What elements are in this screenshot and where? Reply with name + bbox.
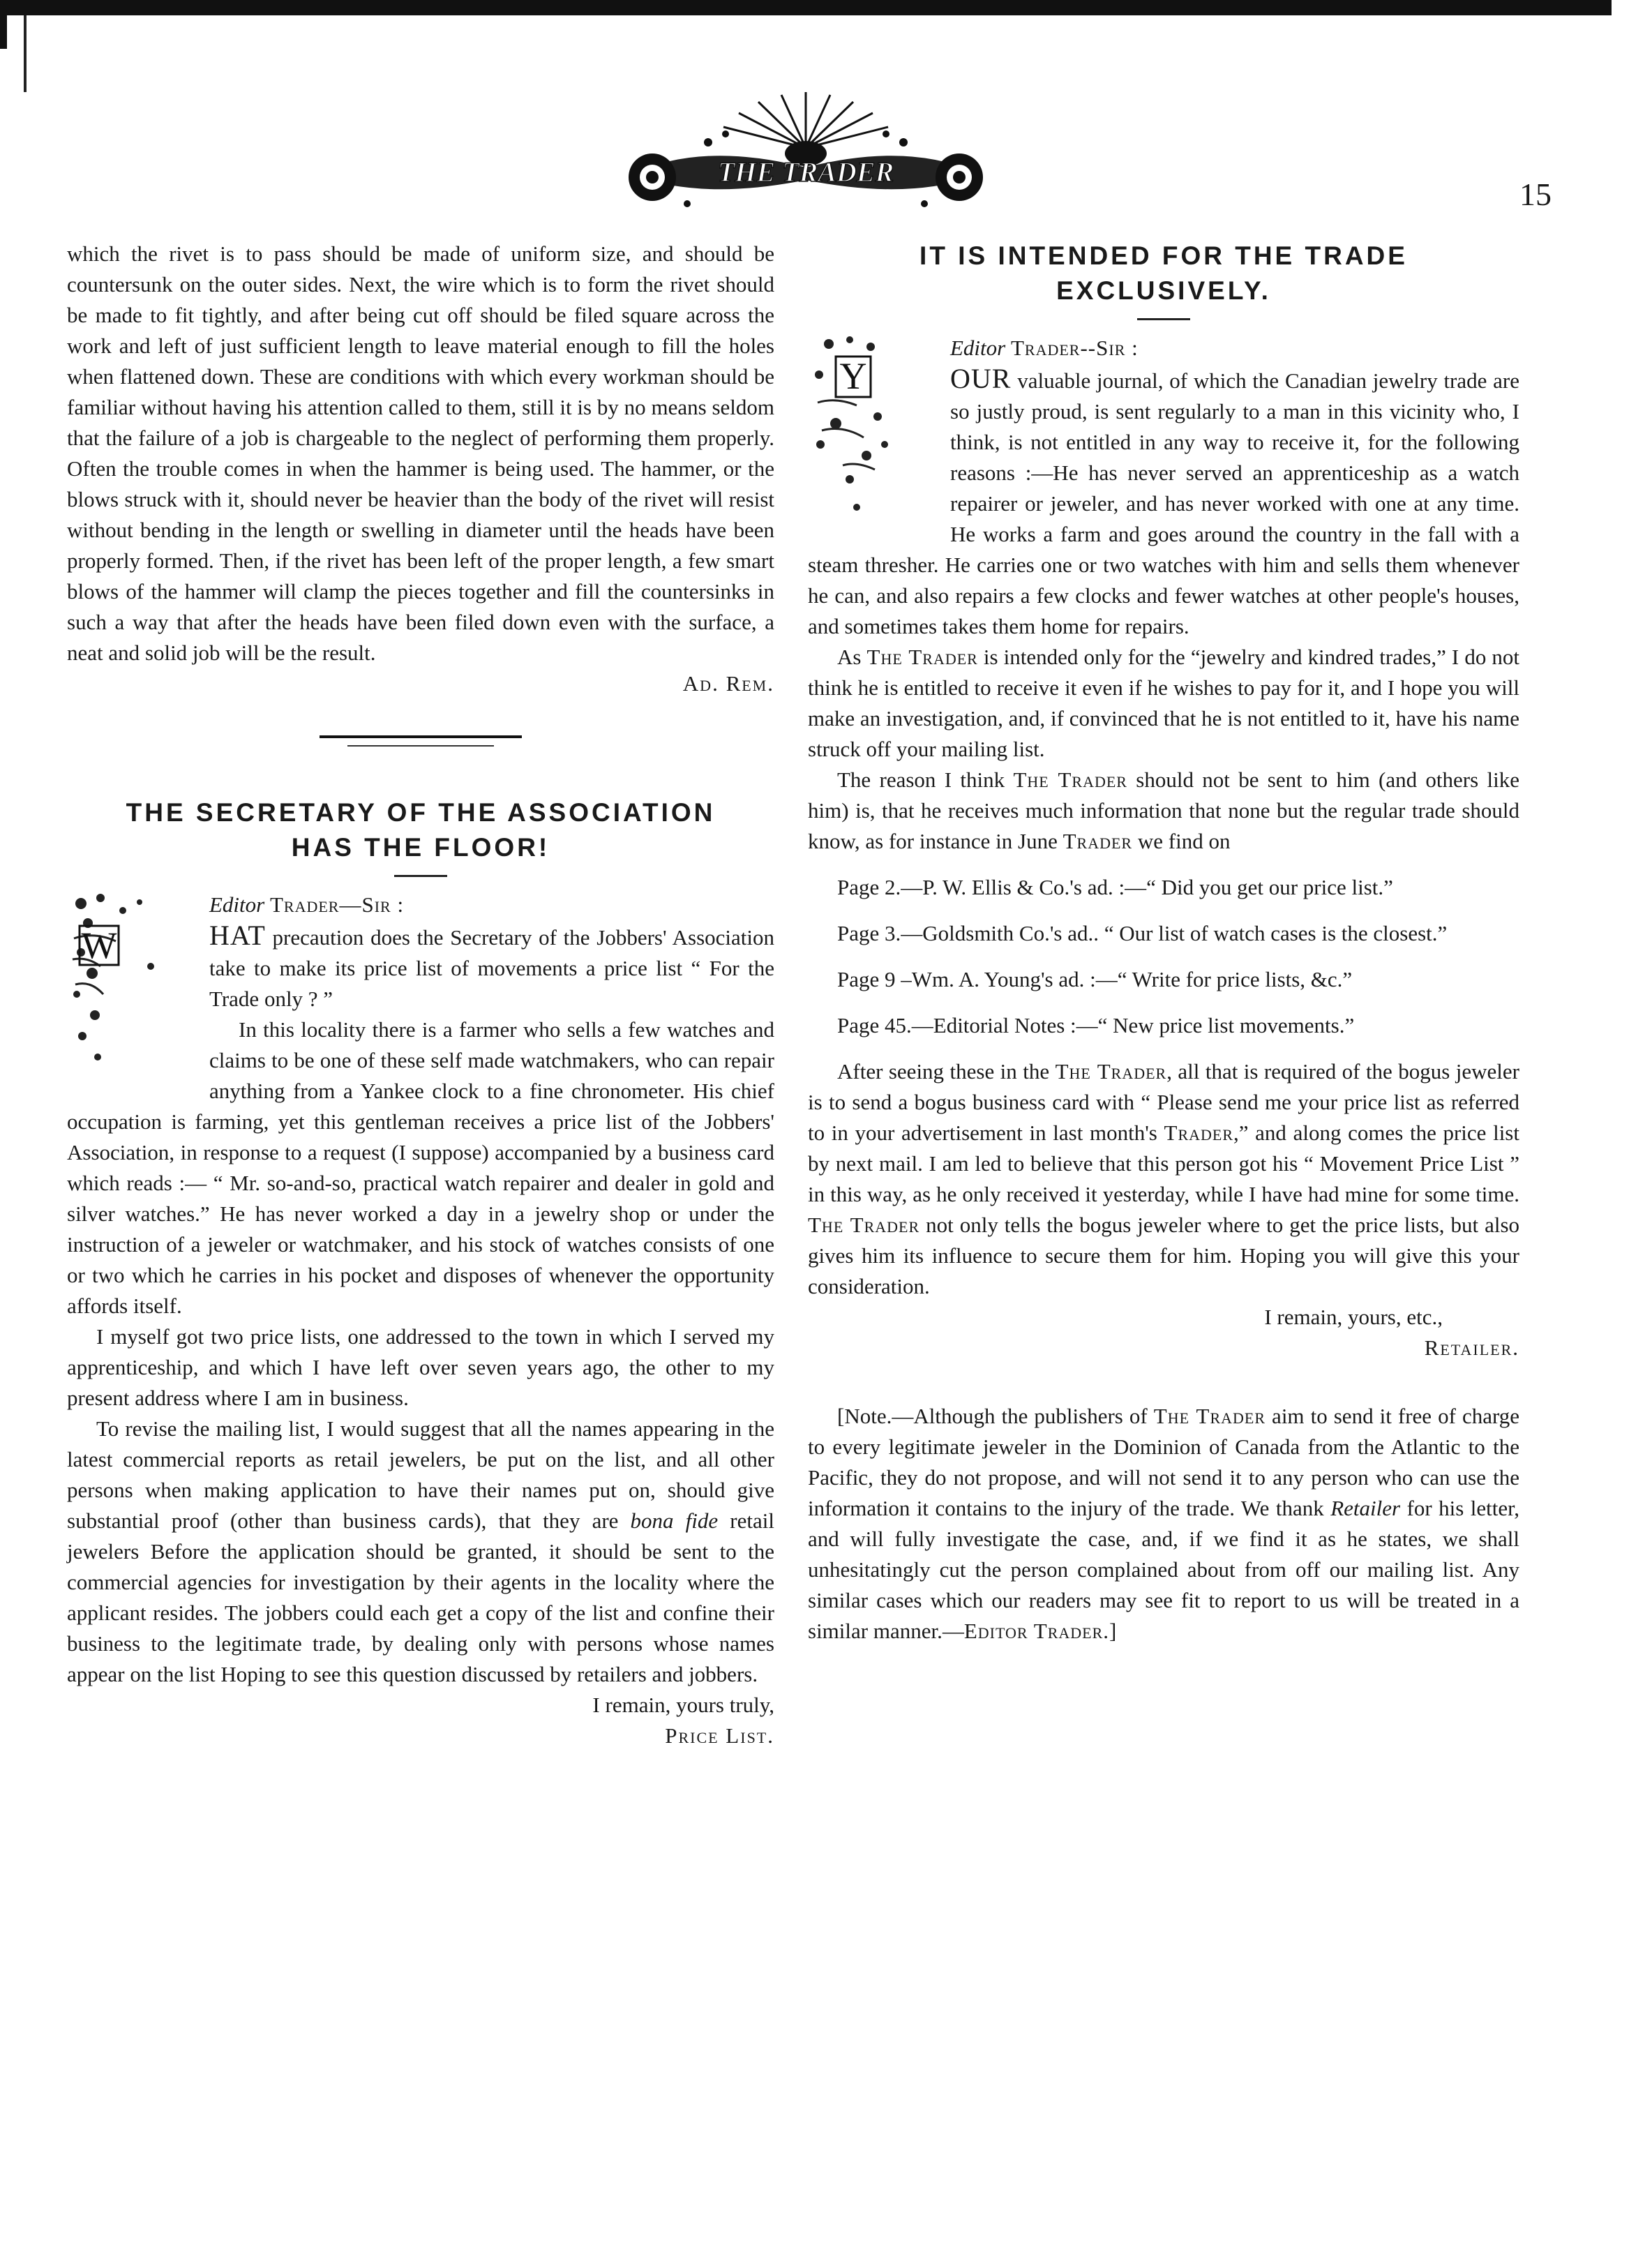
ornamental-dropcap xyxy=(67,890,200,1078)
note-retailer: Retailer xyxy=(1330,1496,1401,1520)
quote-page-3: Page 3.—Goldsmith Co.'s ad.. “ Our list of watch cases is the closest.” xyxy=(837,921,1448,945)
paragraph-4-a: After seeing these in the xyxy=(837,1059,1056,1084)
heading-line-1: THE SECRETARY OF THE ASSOCIATION xyxy=(126,798,716,827)
closing-salutation: I remain, yours truly, xyxy=(592,1693,774,1717)
editor-trader: Trader xyxy=(269,892,340,917)
heading-line-1: IT IS INTENDED FOR THE TRADE xyxy=(919,241,1408,270)
paragraph-4-trader: The Trader xyxy=(1055,1059,1167,1084)
paragraph-2-b: is intended only for the “jewelry and kindred trades,” I do not think he is entitled to receive it even if he wishes to pay for it, and I hope you will make an investigation, and, if convinced that he is not entitled to it, have his name struck off your mailing list. xyxy=(808,645,1520,761)
paragraph-4-trader-2: Trader xyxy=(1164,1121,1234,1145)
paragraph-4-b: retail jewelers Before the application should be granted, it should be sent to the commercial agencies for investigation by their agents in the locality where the applicant resides. The jobbers could each get a copy of the list and confine their business to the legitimate trade, by dealing only with persons whose names appear on the list Hoping to see this question discussed by retailers and jobbers. xyxy=(67,1508,774,1686)
paragraph-4-b: , all that is required of the bogus jeweler is to send a bogus business card with “ Please send me your price list as referred to in your advertisement in last month's xyxy=(808,1059,1520,1145)
left-column xyxy=(67,239,774,1751)
paragraph-4 xyxy=(808,1056,1519,1302)
editor-trader: Trader xyxy=(1010,336,1081,360)
heading-line-2: EXCLUSIVELY. xyxy=(1056,276,1271,305)
note-editor: Editor Trader. xyxy=(963,1619,1110,1643)
section-divider xyxy=(320,735,522,747)
note-b: aim to send it free of charge to every legitimate jeweler in the Dominion of Canada from the Atlantic to the Pacific, they do not propose, and will not send it to any person who can use the information it contains to the injury of the trade. We thank xyxy=(808,1404,1520,1520)
paragraph-4-a: To revise the mailing list, I would suggest that all the names appearing in the latest commercial reports as retail jewelers, be put on the list, and all other persons when making application to have their names put on, should give substantial proof (other than business cards), that they are xyxy=(67,1416,774,1533)
paragraph-1-text: valuable journal, of which the Canadian jewelry trade are so justly proud, is sent regularly to a man in this vicinity who, I think, is not entitled in any way to receive it, for the following reasons :—He has never served an apprenticeship as a watch repairer or jeweler, and has never worked with one at any time. He works a farm and goes around the country in the fall with a steam thresher. He carries one or two watches with him and sells them whenever he can, and also repairs a few clocks and fewer watches at other people's houses, and sometimes takes them home for repairs. xyxy=(808,368,1519,638)
paragraph-4-d: not only tells the bogus jeweler where to get the price lists, but also gives him its influence to secure them for him. Hoping you will give this your consideration. xyxy=(808,1213,1520,1298)
paragraph-4 xyxy=(67,1414,774,1690)
paragraph-4-c: ,” and along comes the price list by next mail. I am led to believe that this person got his “ Movement Price List ” in this way, as he only received it yesterday, while I have had mine for some time. xyxy=(808,1121,1519,1206)
paragraph-2: In this locality there is a farmer who sells a few watches and claims to be one of these self made watchmakers, who can repair anything from a Yankee clock to a fine chronometer. His chief occupation is farming, yet this gentleman receives a price list of the Jobbers' Association, in response to a request (I suppose) accompanied by a business card which reads :— “ Mr. so-and-so, practical watch repairer and dealer in gold and silver watches.” He has never worked a day in a jewelry shop or under the instruction of a jeweler or watchmaker, and his stock of watches consists of one or two which he carries in his pocket and disposes of whenever the opportunity affords itself. xyxy=(67,1017,774,1318)
article-heading xyxy=(67,795,774,865)
paragraph-3-b: should not be sent to him (and others like him) is, that he receives much information that none but the regular trade should know, as for instance in June xyxy=(808,767,1520,853)
ornamental-dropcap xyxy=(808,333,940,521)
editor-note xyxy=(808,1401,1519,1647)
paragraph-3-a: The reason I think xyxy=(837,767,1014,792)
right-column xyxy=(808,239,1519,1647)
scan-edge-mark xyxy=(24,15,27,92)
paragraph-4-trader-3: The Trader xyxy=(808,1213,920,1237)
dropcap-letter: Y xyxy=(839,355,867,397)
paragraph-2 xyxy=(808,642,1519,765)
heading-line-2: HAS THE FLOOR! xyxy=(291,833,550,862)
editor-word: Editor xyxy=(950,336,1006,360)
note-c: for his letter, and will fully investigate the case, and, if we find it as he states, we shall unhesitatingly cut the person complained about from off our mailing list. Any similar cases which our readers may see fit to report to us will be treated in a similar manner.— xyxy=(808,1496,1519,1643)
quote-page-45: Page 45.—Editorial Notes :—“ New price list movements.” xyxy=(837,1013,1355,1037)
article-signature: Retailer. xyxy=(1424,1335,1519,1360)
paragraph-3-trader-2: Trader xyxy=(1062,829,1133,853)
paragraph-3: I myself got two price lists, one addressed to the town in which I served my apprenticeship, and which I have left over seven years ago, the other to my present address where I am in business. xyxy=(67,1324,774,1410)
article-signature: Price List. xyxy=(665,1723,774,1748)
quote-page-9: Page 9 –Wm. A. Young's ad. :—“ Write for price lists, &c.” xyxy=(837,967,1353,991)
note-a: [Note.—Although the publishers of xyxy=(837,1404,1154,1428)
article-heading xyxy=(808,239,1519,308)
masthead-title: THE TRADER xyxy=(717,156,894,188)
paragraph-3-c: we find on xyxy=(1132,829,1231,853)
paragraph-1-text: precaution does the Secretary of the Jobbers' Association take to make its price list of movements a price list “ For the Trade only ? ” xyxy=(209,925,774,1011)
editor-word: Editor xyxy=(209,892,265,917)
editor-sir: --Sir : xyxy=(1080,336,1139,360)
continued-paragraph: which the rivet is to pass should be made of uniform size, and should be countersunk on the outer sides. Next, the wire which is to form the rivet should be made to fit tightly, and after being cut off should be filed square across the work and left of just sufficient length to leave material enough to fill the holes when flattened down. These are conditions with which every workman should be familiar without having his attention called to them, still it is by no means seldom that the failure of a job is chargeable to the neglect of performing them properly. Often the trouble comes in when the hammer is being used. The hammer, or the blows struck with it, should never be heavier than the body of the rivet will resist without bending in the length or swelling in diameter until the heads have been properly formed. Then, if the rivet has been left of the proper length, a few smart blows of the hammer will clamp the pieces together and fill the countersinks in such a way that after the heads have been filed down even with the surface, a neat and solid job will be the result. xyxy=(67,241,774,665)
paragraph-2-trader: The Trader xyxy=(866,645,978,669)
scan-edge-top xyxy=(0,0,1612,15)
scan-edge-left xyxy=(0,0,7,49)
paragraph-1-first-word: HAT xyxy=(209,920,266,951)
dropcap-letter: W xyxy=(81,924,117,966)
quote-page-2: Page 2.—P. W. Ellis & Co.'s ad. :—“ Did you get our price list.” xyxy=(837,875,1393,899)
note-d: ] xyxy=(1109,1619,1117,1643)
note-trader: The Trader xyxy=(1153,1404,1266,1428)
page-number: 15 xyxy=(1519,177,1552,212)
heading-rule xyxy=(1137,318,1190,320)
paragraph-4-italic: bona fide xyxy=(630,1508,719,1533)
paragraph-2-a: As xyxy=(837,645,867,669)
editor-sir: —Sir : xyxy=(339,892,405,917)
paragraph-3-trader: The Trader xyxy=(1013,767,1127,792)
continued-signature: Ad. Rem. xyxy=(682,671,774,696)
masthead-logo xyxy=(603,85,1008,225)
heading-rule xyxy=(394,875,447,877)
paragraph-1-first-word: OUR xyxy=(950,363,1012,394)
paragraph-3 xyxy=(808,765,1519,857)
closing-salutation: I remain, yours, etc., xyxy=(1264,1305,1443,1329)
